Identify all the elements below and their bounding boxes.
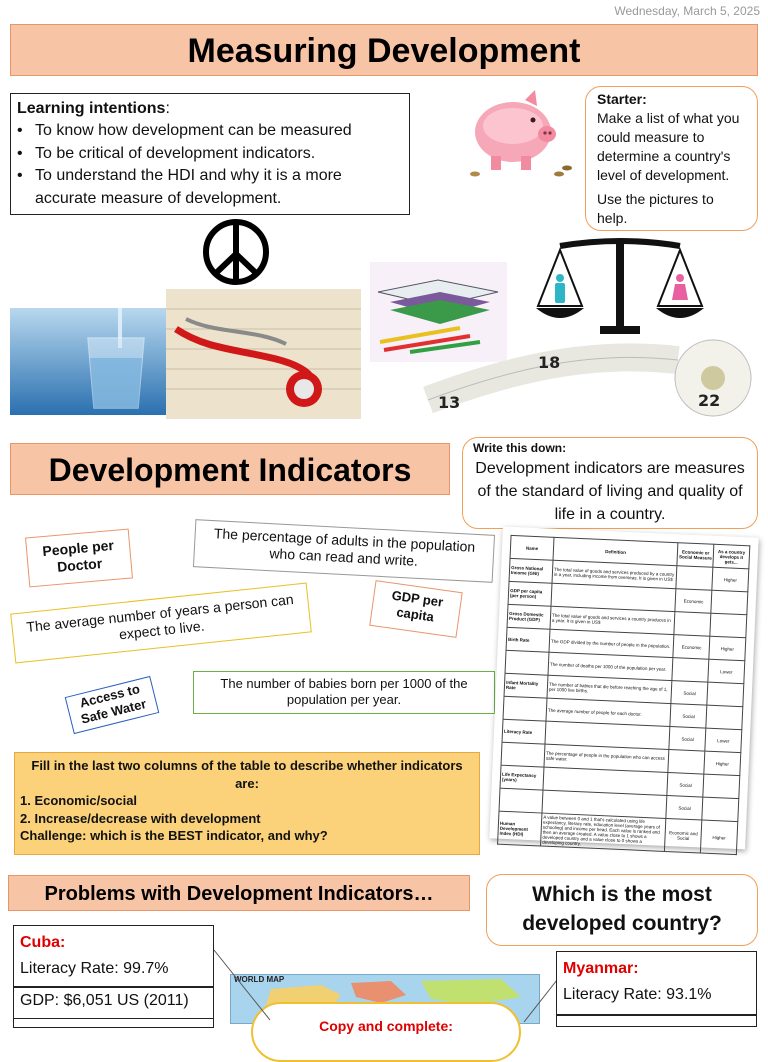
- table-cell: Human Development Index (HDI): [498, 811, 542, 846]
- myanmar-literacy: Literacy Rate: 93.1%: [563, 985, 712, 1003]
- table-cell: The number of deaths per 1000 of the population per year.: [548, 652, 673, 680]
- table-cell: Life Expectancy (years): [500, 765, 544, 790]
- table-cell: Lower: [705, 728, 742, 753]
- starter-heading: Starter:: [597, 91, 647, 107]
- task-box: [14, 752, 480, 855]
- learning-item: • To know how development can be measured: [17, 122, 352, 140]
- myanmar-next-row: [556, 1015, 757, 1027]
- task-item: 2. Increase/decrease with development: [20, 810, 261, 826]
- table-cell: [702, 797, 739, 822]
- gender-scales-image: [530, 236, 710, 336]
- indicators-title: Development Indicators: [10, 443, 450, 495]
- table-cell: Social: [671, 681, 708, 706]
- tape-measure-image: [428, 330, 758, 432]
- table-cell: GDP per capita (per person): [508, 581, 552, 606]
- table-cell: Higher: [704, 751, 741, 776]
- problems-title: Problems with Development Indicators…: [8, 875, 470, 911]
- table-cell: Higher: [709, 636, 746, 661]
- table-cell: [499, 788, 543, 813]
- definition-text: Development indicators are measures of the standard of living and quality of life in a country.: [475, 460, 745, 524]
- task-challenge: Challenge: which is the BEST indicator, and why?: [20, 828, 328, 844]
- starter-hint: Use the pictures to help.: [597, 191, 714, 227]
- write-heading: Write this down:: [473, 441, 567, 455]
- table-cell: [501, 742, 545, 767]
- page-title: Measuring Development: [10, 24, 758, 76]
- people-per-doctor-card: People per Doctor: [25, 529, 133, 588]
- table-cell: Gross Domestic Product (GDP): [507, 604, 551, 629]
- map-callout: Copy and complete:: [251, 1002, 521, 1062]
- learning-item: • To be critical of development indicators.: [17, 144, 316, 162]
- literacy-card: The percentage of adults in the population who can read and write.: [193, 519, 495, 583]
- safe-water-card: Access to Safe Water: [65, 676, 160, 734]
- table-cell: [505, 650, 549, 675]
- table-cell: [676, 566, 713, 591]
- svg-text:18: 18: [538, 353, 561, 372]
- table-cell: Higher: [701, 820, 738, 855]
- gdp-card: GDP per capita: [369, 580, 463, 638]
- cuba-literacy: Literacy Rate: 99.7%: [20, 959, 169, 977]
- svg-text:22: 22: [698, 391, 721, 410]
- table-cell: Economic: [675, 589, 712, 614]
- map-label: WORLD MAP: [234, 975, 285, 984]
- learning-intentions-box: [10, 93, 410, 215]
- task-item: 1. Economic/social: [20, 793, 138, 809]
- table-cell: [703, 774, 740, 799]
- table-cell: Social: [667, 773, 704, 798]
- date-stamp: Wednesday, March 5, 2025: [614, 4, 760, 18]
- table-header-row: Name Definition Economic or Social Measure As a country develops it gets...: [510, 535, 750, 568]
- starter-box: [585, 86, 758, 231]
- table-cell: The percentage of people in the population who can access safe water.: [544, 744, 669, 772]
- indicator-table: [497, 535, 750, 855]
- infant-mortality-card: The number of babies born per 1000 of the population per year.: [193, 671, 495, 714]
- table-cell: The number of babies that die before reaching the age of 1, per 1000 live births.: [547, 675, 672, 703]
- table-cell: [711, 590, 748, 615]
- learning-heading: Learning intentions:: [17, 100, 170, 117]
- table-cell: Literacy Rate: [502, 719, 546, 744]
- cuba-next-row: [13, 1018, 214, 1028]
- table-cell: A value between 0 and 1 that's calculated using life expectancy, literacy rate, education level (average years of schooling) and income per head. Each value is ranked and then an average created. A value close to 1 shows a developed country and a value close to 0 shows a developing country.: [541, 813, 667, 851]
- table-cell: Social: [670, 704, 707, 729]
- table-cell: [706, 705, 743, 730]
- cuba-name: Cuba:: [20, 934, 66, 951]
- myanmar-name: Myanmar:: [563, 960, 639, 977]
- table-cell: Social: [666, 795, 703, 820]
- table-cell: Social: [669, 727, 706, 752]
- table-cell: [668, 750, 705, 775]
- table-cell: Lower: [708, 659, 745, 684]
- table-cell: The GDP divided by the number of people in the population.: [549, 629, 674, 657]
- table-cell: [707, 682, 744, 707]
- piggy-bank-image: [455, 82, 575, 182]
- table-cell: The total value of goods and services produced by a country in a year, including income from overseas. It is given in US$: [552, 560, 677, 588]
- indicator-table-sheet: [489, 527, 758, 850]
- connector-lines: [212, 950, 562, 1024]
- definition-box: [462, 437, 758, 529]
- table-cell: [674, 612, 711, 637]
- table-cell: [503, 696, 547, 721]
- myanmar-box: [556, 951, 757, 1015]
- table-cell: [672, 658, 709, 683]
- table-cell: Higher: [712, 567, 749, 592]
- stethoscope-image: [166, 289, 361, 419]
- table-cell: The average number of people for each doctor.: [546, 698, 671, 726]
- table-cell: [710, 613, 747, 638]
- task-instruction: Fill in the last two columns of the table to describe whether indicators are:: [31, 758, 463, 791]
- table-cell: Economic and Social: [665, 818, 702, 853]
- table-cell: Economic: [673, 635, 710, 660]
- cuba-gdp: GDP: $6,051 US (2011): [13, 987, 214, 1019]
- peace-icon: [200, 216, 272, 288]
- cuba-box: [13, 925, 214, 987]
- table-cell: Gross National Income (GNI): [509, 558, 553, 583]
- question-box: Which is the most developed country?: [486, 874, 758, 946]
- table-cell: Birth Rate: [506, 627, 550, 652]
- svg-text:13: 13: [438, 393, 461, 412]
- table-cell: Infant Mortality Rate: [504, 673, 548, 698]
- starter-text: Make a list of what you could measure to determine a country's level of development.: [597, 109, 740, 183]
- learning-item: • To understand the HDI and why it is a more accurate measure of development.: [17, 167, 342, 207]
- life-expectancy-card: The average number of years a person can expect to live.: [10, 583, 312, 664]
- table-cell: The total value of goods and services a country produces in a year. It is given in US$: [550, 606, 675, 634]
- water-glass-image: [10, 308, 177, 415]
